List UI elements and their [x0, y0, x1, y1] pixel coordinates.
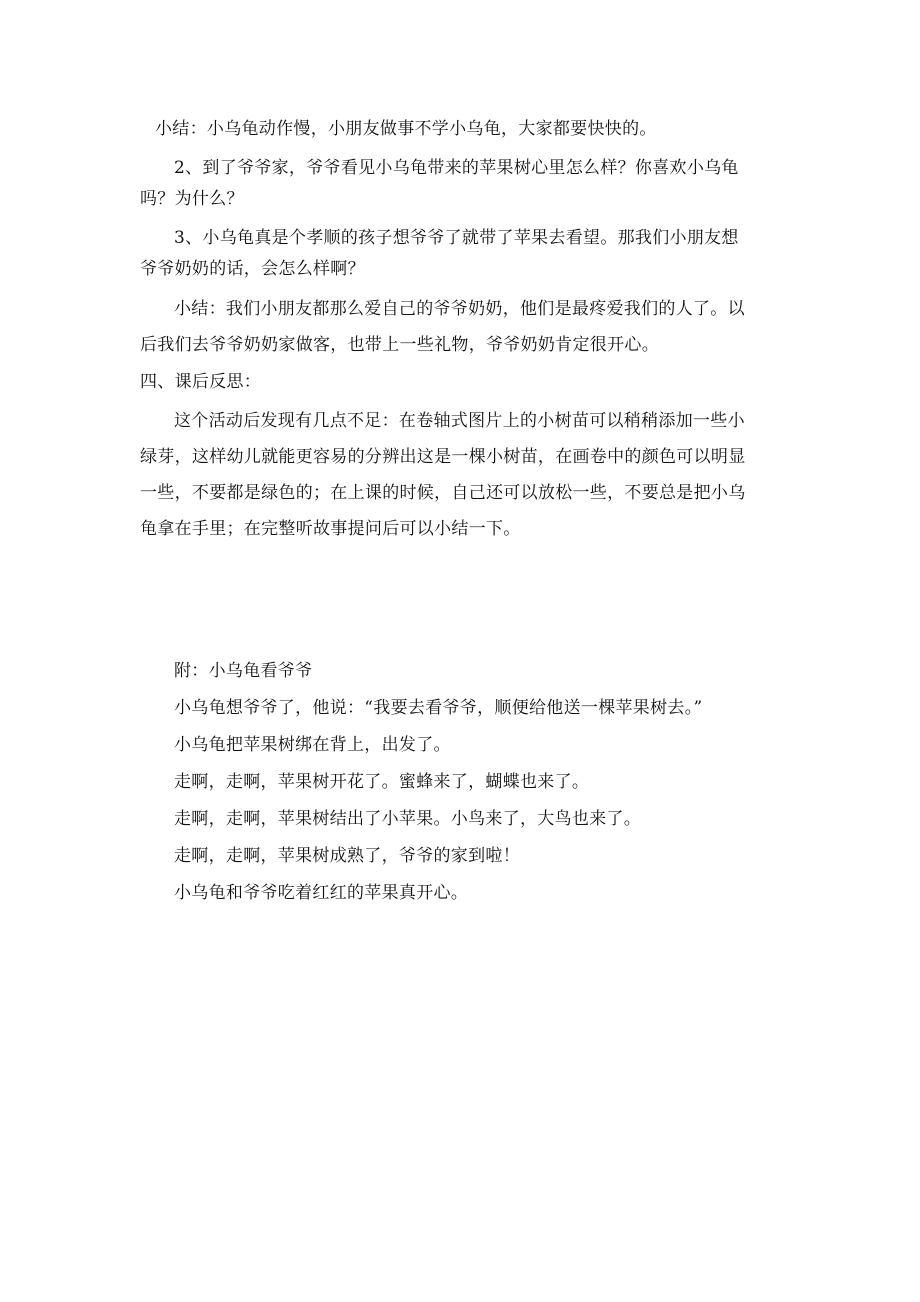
question-3-line-1: 3、小乌龟真是个孝顺的孩子想爷爷了就带了苹果去看望。那我们小朋友想 [174, 228, 739, 248]
reflection-line-2: 绿芽，这样幼儿就能更容易的分辨出这是一棵小树苗，在画卷中的颜色可以明显 [140, 447, 746, 467]
summary-2-line-1: 小结：我们小朋友都那么爱自己的爷爷奶奶，他们是最疼爱我们的人了。以 [174, 299, 745, 319]
question-2-line-1: 2、到了爷爷家，爷爷看见小乌龟带来的苹果树心里怎么样？你喜欢小乌龟 [174, 158, 739, 178]
section-4-heading: 四、课后反思： [140, 372, 262, 392]
question-2-line-2: 吗？为什么？ [140, 189, 244, 209]
story-line-1: 小乌龟想爷爷了，他说：“我要去看爷爷，顺便给他送一棵苹果树去。” [174, 698, 703, 718]
story-line-6: 小乌龟和爷爷吃着红红的苹果真开心。 [174, 883, 469, 903]
reflection-line-3: 一些，不要都是绿色的；在上课的时候，自己还可以放松一些，不要总是把小乌 [140, 483, 746, 503]
story-line-3: 走啊，走啊，苹果树开花了。蜜蜂来了，蝴蝶也来了。 [174, 772, 590, 792]
summary-2-line-2: 后我们去爷爷奶奶家做客，也带上一些礼物，爷爷奶奶肯定很开心。 [140, 335, 659, 355]
appendix-title: 附：小乌龟看爷爷 [174, 661, 313, 681]
story-line-4: 走啊，走啊，苹果树结出了小苹果。小鸟来了，大鸟也来了。 [174, 809, 642, 829]
reflection-line-4: 龟拿在手里；在完整听故事提问后可以小结一下。 [140, 519, 521, 539]
reflection-line-1: 这个活动后发现有几点不足：在卷轴式图片上的小树苗可以稍稍添加一些小 [174, 411, 745, 431]
summary-1: 小结：小乌龟动作慢，小朋友做事不学小乌龟，大家都要快快的。 [155, 119, 657, 139]
story-line-5: 走啊，走啊，苹果树成熟了，爷爷的家到啦！ [174, 846, 520, 866]
story-line-2: 小乌龟把苹果树绑在背上，出发了。 [174, 735, 451, 755]
question-3-line-2: 爷爷奶奶的话，会怎么样啊？ [140, 259, 365, 279]
